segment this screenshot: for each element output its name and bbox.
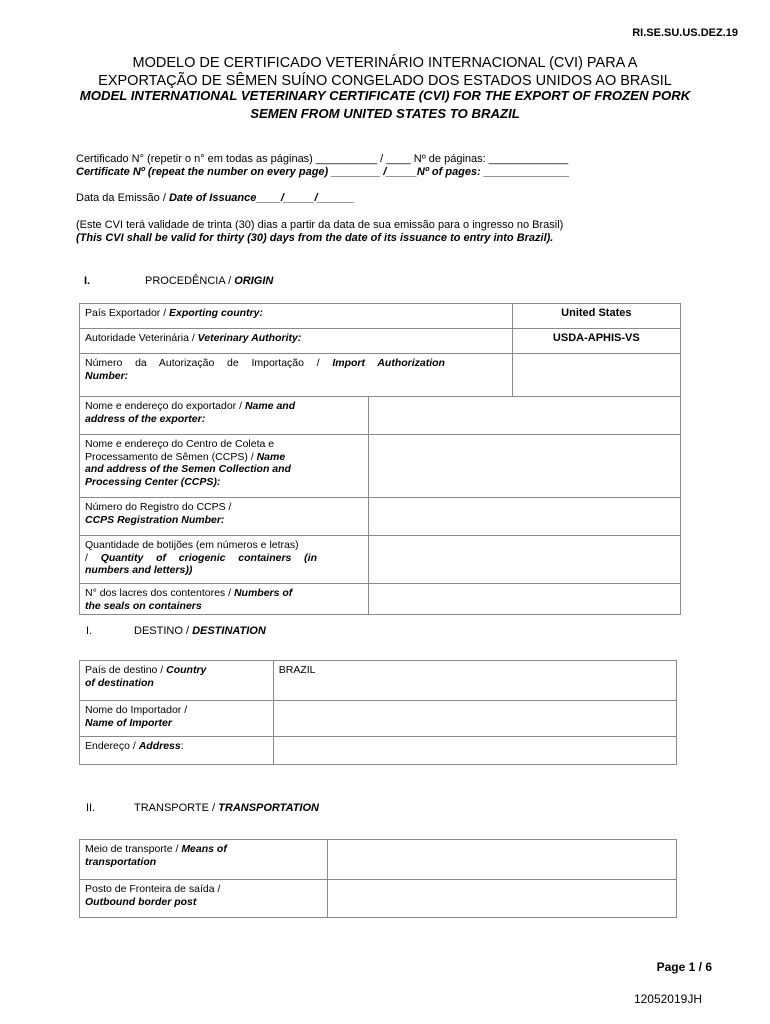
table-row (80, 354, 681, 397)
validity-note-en: (This CVI shall be valid for thirty (30) days from the date of its issuance to entry into Brazil). (76, 232, 554, 244)
outbound-border-post-label: Posto de Fronteira de saída / Outbound border post (80, 880, 328, 918)
table-row (80, 661, 677, 701)
containers-quantity-value[interactable] (368, 536, 680, 584)
table-row (80, 498, 681, 536)
origin-heading: PROCEDÊNCIA / ORIGIN (145, 275, 274, 287)
ccps-value[interactable] (368, 435, 680, 498)
seals-label: N° dos lacres dos contentores / Numbers of the seals on containers (80, 584, 369, 615)
country-of-destination-value[interactable]: BRAZIL (273, 661, 676, 701)
certificate-number-en: Certificate Nº (repeat the number on every page) ________ /_____Nº of pages: ______________ (76, 166, 570, 178)
address-label: Endereço / Address: (80, 737, 274, 765)
import-authorization-value[interactable] (512, 354, 680, 397)
outbound-border-post-value[interactable] (327, 880, 676, 918)
issuance-date: Data da Emissão / Date of Issuance____/_____/______ (76, 192, 355, 204)
origin-numeral: I. (84, 275, 91, 287)
certificate-number-pt: Certificado N° (repetir o n° em todas as páginas) __________ / ____ Nº de páginas: _____________ (76, 153, 569, 165)
means-of-transport-label: Meio de transporte / Means of transportation (80, 840, 328, 880)
table-row (80, 536, 681, 584)
exporter-value[interactable] (368, 397, 680, 435)
document-reference: RI.SE.SU.US.DEZ.19 (632, 27, 738, 39)
seals-value[interactable] (368, 584, 680, 615)
table-row (80, 329, 681, 354)
page-number: Page 1 / 6 (656, 960, 712, 974)
ccps-label: Nome e endereço do Centro de Coleta e Processamento de Sêmen (CCPS) / Name and address of the Semen Collection and Processing Center (CCPS): (80, 435, 369, 498)
table-row (80, 840, 677, 880)
ccps-registration-value[interactable] (368, 498, 680, 536)
table-row (80, 304, 681, 329)
exporter-label: Nome e endereço do exportador / Name and address of the exporter: (80, 397, 369, 435)
title-english: MODEL INTERNATIONAL VETERINARY CERTIFICATE (CVI) FOR THE EXPORT OF FROZEN PORK SEMEN FROM UNITED STATES TO BRAZIL (79, 88, 691, 121)
veterinary-authority-value[interactable]: USDA-APHIS-VS (512, 329, 680, 354)
importer-name-label: Nome do Importador / Name of Importer (80, 701, 274, 737)
country-of-destination-label: País de destino / Country of destination (80, 661, 274, 701)
transport-table (79, 839, 677, 918)
import-authorization-label: Número da Autorização de Importação / Import Authorization Number: (80, 354, 513, 397)
exporting-country-value[interactable]: United States (512, 304, 680, 329)
veterinary-authority-label: Autoridade Veterinária / Veterinary Authority: (80, 329, 513, 354)
importer-name-value[interactable] (273, 701, 676, 737)
table-row (80, 701, 677, 737)
destination-heading: DESTINO / DESTINATION (134, 625, 266, 637)
containers-quantity-label: Quantidade de botijões (em números e letras) / Quantity of criogenic containers (in numbers and letters)) (80, 536, 369, 584)
table-row (80, 397, 681, 435)
destination-numeral: I. (86, 625, 93, 637)
destination-table (79, 660, 677, 765)
exporting-country-label: País Exportador / Exporting country: (80, 304, 513, 329)
origin-table (79, 303, 681, 615)
address-value[interactable] (273, 737, 676, 765)
document-code: 12052019JH (633, 992, 702, 1006)
means-of-transport-value[interactable] (327, 840, 676, 880)
table-row (80, 435, 681, 498)
validity-note-pt: (Este CVI terá validade de trinta (30) dias a partir da data de sua emissão para o ingresso no Brasil) (76, 219, 564, 231)
ccps-registration-label: Número do Registro do CCPS / CCPS Registration Number: (80, 498, 369, 536)
table-row (80, 880, 677, 918)
table-row (80, 737, 677, 765)
transport-numeral: II. (86, 802, 96, 814)
title-portuguese: MODELO DE CERTIFICADO VETERINÁRIO INTERNACIONAL (CVI) PARA A EXPORTAÇÃO DE SÊMEN SUÍNO CONGELADO DOS ESTADOS UNIDOS AO BRASIL (98, 55, 672, 89)
table-row (80, 584, 681, 615)
transport-heading: TRANSPORTE / TRANSPORTATION (134, 802, 319, 814)
